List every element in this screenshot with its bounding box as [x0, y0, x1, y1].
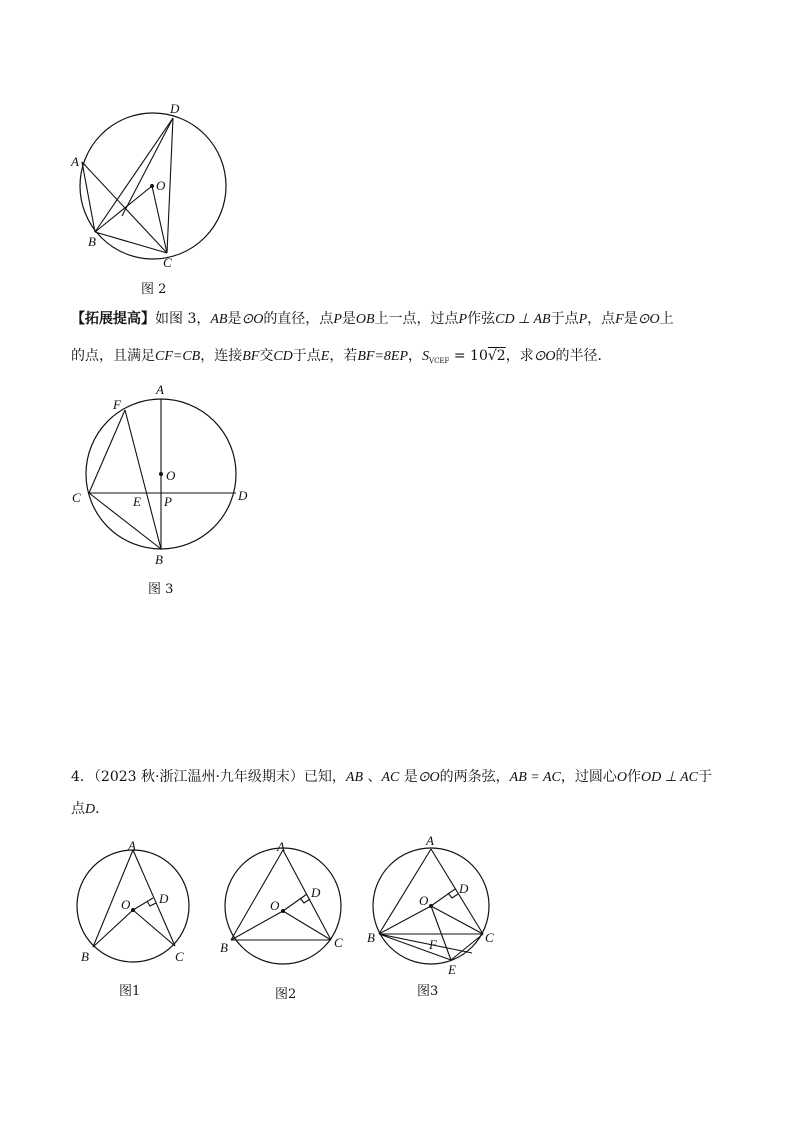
math-CD-perp-AB: CD ⊥ AB	[495, 312, 551, 327]
text: 于点	[292, 348, 321, 364]
figure-3-label-D: D	[238, 488, 248, 503]
math-subscript: VCEF	[429, 357, 450, 365]
figure-4-1-center-dot	[131, 908, 135, 912]
figure-4-2-center-dot	[281, 909, 285, 913]
text: 是	[623, 311, 638, 327]
math-P: P	[458, 312, 468, 327]
figure-4-2-label-O: O	[270, 898, 280, 913]
text: 于	[698, 769, 713, 785]
problem-4-line-2	[71, 799, 109, 820]
math-D: D	[85, 802, 96, 817]
figure-4-3-diagram	[362, 830, 502, 980]
math-OB: OB	[355, 312, 375, 327]
figure-4-1-caption: 图1	[119, 984, 141, 999]
figure-4-3-label-O: O	[419, 893, 429, 908]
text: 是	[399, 769, 418, 785]
figure-4-2-label-A: A	[277, 839, 285, 854]
math-BF: BF	[242, 349, 260, 364]
text: ，若	[329, 348, 358, 364]
figure-4-2-caption: 图2	[275, 987, 297, 1002]
figure-4-1-label-O: O	[121, 897, 131, 912]
text: 、	[363, 769, 382, 785]
figure-4-2-circle	[225, 848, 341, 964]
math-BF-eq-8EP: BF=8EP	[357, 349, 409, 364]
text: ，点	[587, 311, 616, 327]
figure-3-label-C: C	[72, 490, 81, 505]
figure-3-diagram	[65, 380, 265, 570]
text: 如图 3，	[155, 311, 211, 327]
text: 的半径．	[555, 348, 612, 364]
math-O: O	[616, 770, 627, 785]
figure-4-3-label-A: A	[426, 833, 434, 848]
math-F: F	[615, 312, 624, 327]
text: ，连接	[200, 348, 243, 364]
math-P: P	[578, 312, 588, 327]
figure-4-1-label-B: B	[81, 949, 89, 964]
figure-4-1-label-A: A	[128, 838, 136, 853]
figure-4-2-diagram	[215, 835, 355, 975]
figure-4-3-label-D: D	[459, 881, 469, 896]
figure-4-1-label-C: C	[175, 949, 184, 964]
figure-3-label-B: B	[155, 552, 163, 567]
figure-3-label-P: P	[164, 494, 172, 509]
text: ，	[408, 348, 423, 364]
figure-4-3-caption: 图3	[417, 984, 439, 999]
problem-3-tag: 【拓展提高】	[71, 311, 155, 327]
math-CD: CD	[273, 349, 293, 364]
text: 是	[227, 311, 242, 327]
figure-2-center-dot	[150, 184, 154, 188]
figure-2-label-B: B	[88, 234, 96, 249]
math-AB: AB	[210, 312, 228, 327]
figure-2-label-A: A	[71, 154, 79, 169]
figure-2-label-C: C	[163, 255, 172, 270]
text: 上一点，过点	[374, 311, 459, 327]
problem-source: （2023 秋·浙江温州·九年级期末）	[93, 769, 304, 785]
figure-2-label-D: D	[170, 101, 180, 116]
figure-4-3-label-E: E	[448, 962, 456, 977]
math-circle-O: ⊙O	[533, 349, 556, 364]
text: 的点，且满足	[71, 348, 155, 364]
figure-4-3-label-F: F	[429, 937, 437, 952]
figure-4-1-label-D: D	[159, 891, 169, 906]
text: 是	[341, 311, 356, 327]
math-equals: = 10	[449, 348, 488, 364]
math-OD-perp-AC: OD ⊥ AC	[640, 770, 699, 785]
math-S: S	[422, 349, 430, 364]
math-AB-eq-AC: AB = AC	[509, 770, 561, 785]
problem-4-line-1	[71, 767, 712, 788]
text: 已知，	[303, 769, 346, 785]
figure-4-1-diagram	[70, 835, 200, 975]
figure-4-3-label-C: C	[485, 930, 494, 945]
figure-2-diagram	[60, 95, 240, 275]
problem-3-line-1	[71, 309, 674, 330]
figure-4-2-label-B: B	[220, 940, 228, 955]
figure-3-label-O: O	[166, 468, 176, 483]
text: 作	[626, 769, 641, 785]
text: 的两条弦，	[439, 769, 510, 785]
text: 交	[259, 348, 274, 364]
figure-4-2-label-C: C	[334, 935, 343, 950]
math-P: P	[333, 312, 342, 327]
figure-4-2-label-D: D	[311, 885, 321, 900]
figure-3-label-E: E	[133, 494, 141, 509]
figure-4-3-center-dot	[429, 904, 433, 908]
figure-3-center-dot	[159, 472, 163, 476]
math-circle-O: ⊙O	[637, 312, 660, 327]
math-AB: AB	[345, 770, 364, 785]
text: ，过圆心	[560, 769, 617, 785]
math-sqrt: √2	[487, 348, 506, 364]
figure-3-caption: 图 3	[148, 582, 174, 597]
figure-2-caption: 图 2	[141, 282, 167, 297]
figure-4-3-label-B: B	[367, 930, 375, 945]
figure-3-label-F: F	[113, 397, 121, 412]
math-circle-O: ⊙O	[241, 312, 264, 327]
text: 点	[71, 801, 85, 817]
text: ．	[95, 801, 110, 817]
problem-number: 4．	[71, 769, 94, 785]
text: 上	[659, 311, 674, 327]
math-CF-eq-CB: CF=CB	[155, 349, 201, 364]
math-circle-O: ⊙O	[417, 770, 440, 785]
text: 于点	[550, 311, 579, 327]
math-E: E	[320, 349, 330, 364]
text: ，求	[505, 348, 534, 364]
figure-2-label-O: O	[156, 178, 166, 193]
problem-3-line-2	[71, 346, 612, 371]
text: 的直径，点	[263, 311, 334, 327]
figure-3-label-A: A	[156, 382, 164, 397]
text: 作弦	[467, 311, 496, 327]
math-AC: AC	[381, 770, 400, 785]
